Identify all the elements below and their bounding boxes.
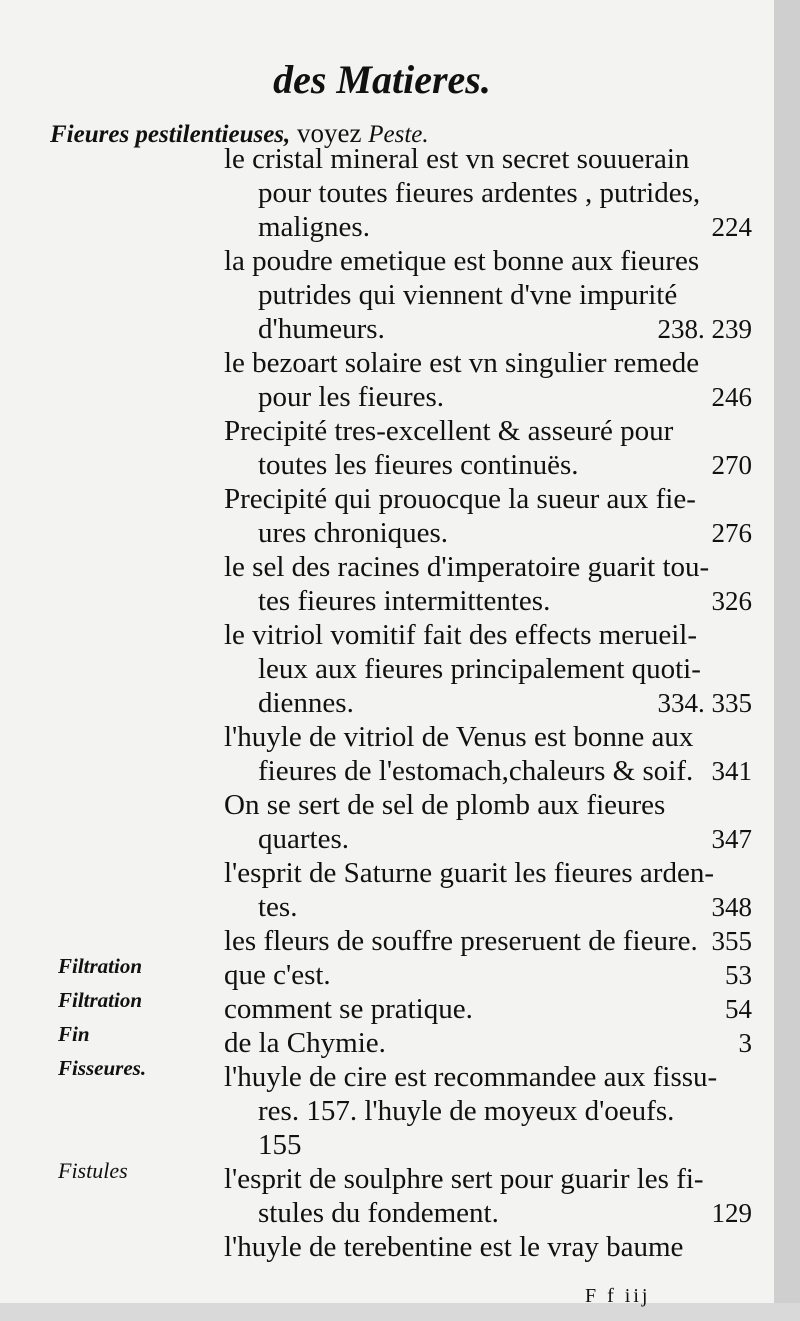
index-entry bbox=[224, 720, 752, 788]
entry-line: pour les fieures. bbox=[258, 381, 445, 413]
running-header-title: des Matieres. bbox=[273, 57, 491, 102]
page-edge-shadow bbox=[774, 0, 800, 1321]
entry-line: res. 157. l'huyle de moyeux d'oeufs. bbox=[258, 1095, 675, 1127]
entry-line: l'huyle de cire est recommandee aux fissu- bbox=[224, 1061, 718, 1093]
page-reference: 53 bbox=[725, 960, 752, 990]
index-entry bbox=[224, 856, 752, 924]
entry-line: pour toutes fieures ardentes , putrides, bbox=[258, 177, 701, 209]
index-entry bbox=[224, 788, 752, 856]
page-reference: 347 bbox=[711, 824, 752, 854]
entry-line: les fleurs de souffre preseruent de fieure. bbox=[224, 925, 698, 957]
entry-line: putrides qui viennent d'vne impurité bbox=[258, 279, 678, 311]
entry-line: le bezoart solaire est vn singulier remede bbox=[224, 347, 700, 379]
page-reference: 129 bbox=[711, 1198, 752, 1228]
page-reference: 224 bbox=[711, 212, 752, 242]
page-reference: 246 bbox=[711, 382, 752, 412]
entry-line: l'esprit de Saturne guarit les fieures arden- bbox=[224, 857, 714, 889]
index-entry bbox=[224, 992, 752, 1026]
page-reference: 334. 335 bbox=[657, 688, 752, 718]
index-entries bbox=[224, 142, 752, 1264]
index-entry bbox=[224, 924, 752, 958]
index-entry bbox=[224, 414, 752, 482]
entry-line: Precipité tres-excellent & asseuré pour bbox=[224, 415, 674, 447]
page-reference: 276 bbox=[711, 518, 752, 548]
page-bottom-margin bbox=[0, 1303, 800, 1321]
page-reference: 270 bbox=[711, 450, 752, 480]
margin-term-fisseures: Fisseures. bbox=[58, 1056, 147, 1080]
entry-line: On se sert de sel de plomb aux fieures bbox=[224, 789, 666, 821]
entry-line: diennes. bbox=[258, 687, 354, 719]
index-entry bbox=[224, 550, 752, 618]
index-entry bbox=[224, 346, 752, 414]
entry-line: tes fieures intermittentes. bbox=[258, 585, 551, 617]
index-entry bbox=[224, 618, 752, 720]
entry-line: l'huyle de vitriol de Venus est bonne aux bbox=[224, 721, 694, 753]
entry-line: la poudre emetique est bonne aux fieures bbox=[224, 245, 700, 277]
index-entry bbox=[224, 482, 752, 550]
entry-line: fieures de l'estomach,chaleurs & soif. bbox=[258, 755, 694, 787]
margin-term-fistules: Fistules bbox=[58, 1158, 128, 1183]
index-entry bbox=[224, 1026, 752, 1060]
see-also-ref: Peste. bbox=[368, 121, 429, 148]
page-reference: 54 bbox=[725, 994, 752, 1024]
index-entry bbox=[224, 1230, 752, 1264]
index-entry bbox=[224, 1060, 752, 1162]
running-header bbox=[0, 56, 800, 103]
entry-line: d'humeurs. bbox=[258, 313, 385, 345]
see-also-word: voyez bbox=[297, 118, 362, 148]
entry-line: comment se pratique. bbox=[224, 993, 473, 1025]
index-entry bbox=[224, 1162, 752, 1230]
entry-line: l'esprit de soulphre sert pour guarir les fi- bbox=[224, 1163, 704, 1195]
index-term: Fieures pestilentieuses, bbox=[50, 121, 291, 148]
signature-mark: F f iij bbox=[585, 1285, 651, 1307]
entry-line: tes. bbox=[258, 891, 298, 923]
entry-line: que c'est. bbox=[224, 959, 331, 991]
entry-line: leux aux fieures principalement quoti- bbox=[258, 653, 701, 685]
index-entry bbox=[224, 958, 752, 992]
entry-line: le cristal mineral est vn secret souuerain bbox=[224, 143, 690, 175]
page-reference: 348 bbox=[711, 892, 752, 922]
page-reference: 355 bbox=[711, 926, 752, 956]
margin-term-fin: Fin bbox=[58, 1022, 90, 1046]
page-reference: 341 bbox=[711, 756, 752, 786]
page-reference: 326 bbox=[711, 586, 752, 616]
entry-line: l'huyle de terebentine est le vray baume bbox=[224, 1231, 684, 1263]
margin-term-filtration: Filtration bbox=[58, 954, 143, 978]
entry-line: 155 bbox=[258, 1129, 302, 1161]
index-entry bbox=[224, 244, 752, 346]
entry-line: de la Chymie. bbox=[224, 1027, 386, 1059]
margin-term-filtration: Filtration bbox=[58, 988, 143, 1012]
entry-line: le sel des racines d'imperatoire guarit tou- bbox=[224, 551, 710, 583]
entry-line: stules du fondement. bbox=[258, 1197, 499, 1229]
page-reference: 238. 239 bbox=[657, 314, 752, 344]
entry-line: malignes. bbox=[258, 211, 370, 243]
entry-line: ures chroniques. bbox=[258, 517, 449, 549]
entry-line: quartes. bbox=[258, 823, 349, 855]
entry-line: le vitriol vomitif fait des effects merueil- bbox=[224, 619, 697, 651]
entry-line: toutes les fieures continuës. bbox=[258, 449, 579, 481]
index-entry bbox=[224, 142, 752, 244]
entry-line: Precipité qui prouocque la sueur aux fie- bbox=[224, 483, 696, 515]
page-reference: 3 bbox=[738, 1028, 752, 1058]
